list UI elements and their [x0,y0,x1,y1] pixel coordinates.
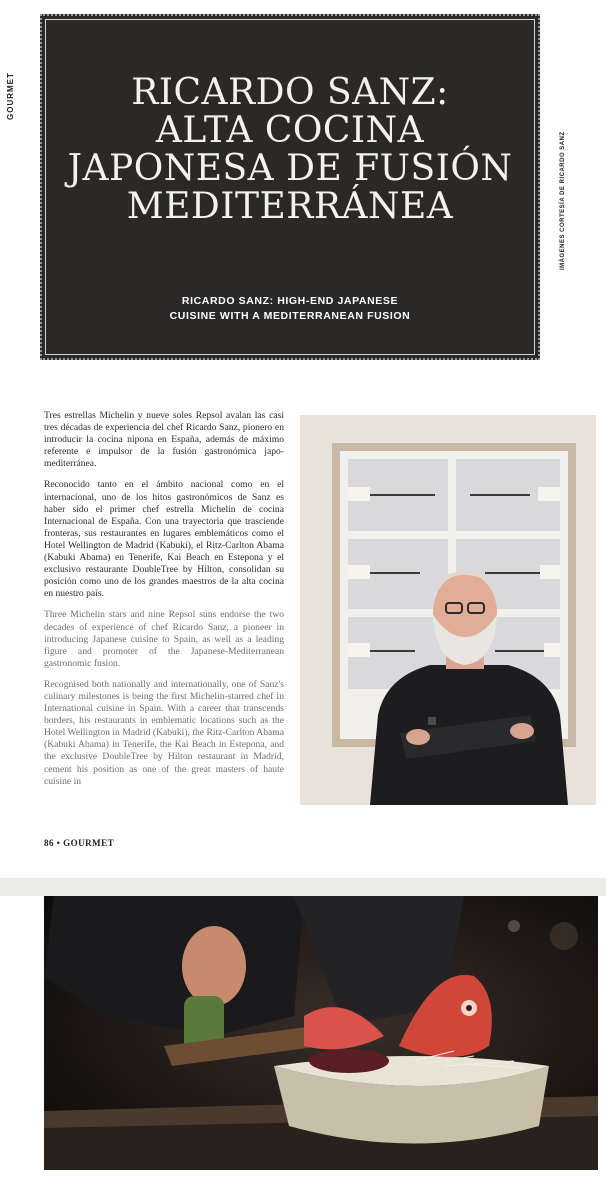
page-separator [0,878,606,896]
article-body [44,410,284,797]
photo-credit: IMÁGENES CORTESÍA DE RICARDO SANZ [560,131,566,270]
title-block [40,14,540,360]
title-line: RICARDO SANZ: [131,72,449,113]
paragraph-es-1: Tres estrellas Michelin y nueve soles Repsol avalan las casi tres décadas de experiencia del chef Ricardo Sanz, pionero en introducir la cocina nipona en España, además de máximo referente e impulsor de la fusión gastronómica japo-mediterránea. [44,410,284,470]
page-folio: 86 • GOURMET [44,838,115,848]
paragraph-es-2: Reconocido tanto en el ámbito nacional como en el internacional, uno de los hitos gastronómicos de Sanz es haber sido el primer chef estrella Michelin de cocina Internacional de España. Con una trayectoria que trasciende fronteras, sus restaurantes en lugares emblemáticos como el Hotel Wellington de Madrid (Kabuki), el Ritz-Carlton Abama (Kabuki Abama) en Tenerife, Kai Beach en Estepona y el exclusivo restaurante DoubleTree by Hilton, consolidan su posición como uno de los grandes maestros de la alta cocina en nuestro país. [44,479,284,600]
paragraph-en-2: Recognised both nationally and internationally, one of Sanz's culinary milestones is being the first Michelin-starred chef in International cuisine in Spain. With a career that transcends borders, his restaurants in emblematic locations such as the Hotel Wellington in Madrid (Kabuki), the Ritz-Carlton Abama (Kabuki Abama) in Tenerife, the Kai Beach in Estepona, and the exclusive DoubleTree by Hilton restaurant in Madrid, cement his position as one of the great masters of haute cuisine in [44,678,284,787]
title-line: ALTA COCINA [155,110,425,151]
section-label: GOURMET [6,72,15,120]
title-line: MEDITERRÁNEA [126,186,454,227]
title-line: JAPONESA DE FUSIÓN [67,148,513,189]
subtitle-line: RICARDO SANZ: HIGH-END JAPANESE [181,295,399,307]
subtitle-line: CUISINE WITH A MEDITERRANEAN FUSION [169,310,411,322]
article-title [42,74,538,226]
paragraph-en-1: Three Michelin stars and nine Repsol suns endorse the two decades of experience of chef Ricardo Sanz, a pioneer in introducing Japanese cuisine to Spain, as well as a leading figure and promoter of the Japanese-Mediterranean gastronomic fusion. [44,609,284,669]
chef-plating-photo [44,896,598,1170]
article-subtitle [42,294,538,324]
chef-portrait-photo [300,415,596,805]
magazine-page-87 [0,896,606,1200]
